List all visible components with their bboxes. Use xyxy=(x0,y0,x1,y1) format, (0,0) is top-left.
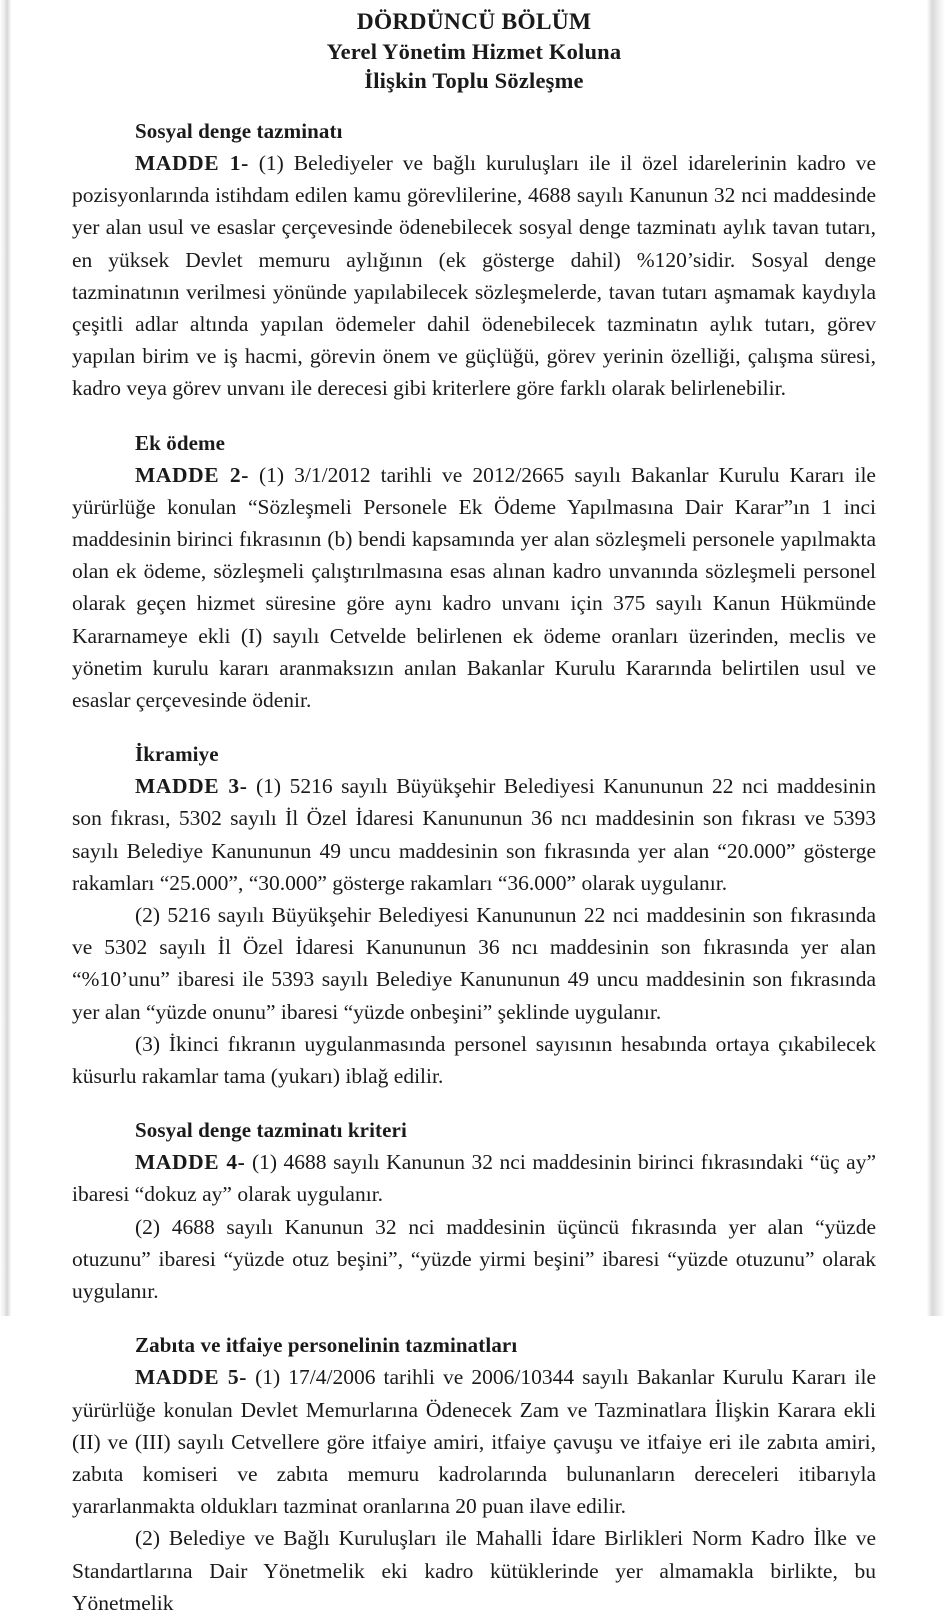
article-title: Zabıta ve itfaiye personelinin tazminatları xyxy=(135,1333,518,1358)
paragraph-text: (3) İkinci fıkranın uygulanmasında personel sayısının hesabında ortaya çıkabilecek küsurlu rakamlar tama (yukarı) iblağ edilir. xyxy=(72,1031,876,1089)
chapter-heading-line-1: DÖRDÜNCÜ BÖLÜM xyxy=(356,9,592,35)
madde-label: MADDE 2- xyxy=(135,462,249,487)
text-column xyxy=(72,0,876,1619)
article-title: Sosyal denge tazminatı kriteri xyxy=(135,1118,407,1143)
article-section xyxy=(72,738,876,1092)
paragraph-text: (1) Belediyeler ve bağlı kuruluşları ile il özel idarelerinin kadro ve pozisyonlarında istihdam edilen kamu görevlilerine, 4688 sayılı Kanunun 32 nci maddesinde yer alan usul ve esaslar çerçevesinde ödenebilecek sosyal denge tazminatı aylık tavan tutarı, en yüksek Devlet memuru aylığının (ek gösterge dahil) %120’sidir. Sosyal denge tazminatının verilmesi yönünde yapılabilecek sözleşmelerde, tavan tutarı aşmamak kaydıyla çeşitli adlar altında yapılan ödemeler dahil ödenebilecek tazminatın aylık tutarı, görev yapılan birim ve iş hacmi, görevin önem ve güçlüğü, görev yerinin özelliği, çalışma süresi, kadro veya görev unvanı ile derecesi gibi kriterlere göre farklı olarak belirlenebilir. xyxy=(72,151,876,401)
article-paragraph xyxy=(72,1028,876,1092)
madde-label: MADDE 1- xyxy=(135,151,249,175)
article-paragraph xyxy=(72,770,876,899)
chapter-heading-line-2: Yerel Yönetim Hizmet Koluna xyxy=(326,39,622,64)
article-paragraph xyxy=(72,899,876,1028)
articles-container xyxy=(72,115,876,1619)
article-paragraph xyxy=(72,147,876,405)
article-paragraph xyxy=(72,459,876,717)
article-title: İkramiye xyxy=(135,742,219,767)
scan-edge-right xyxy=(927,0,945,1316)
article-section xyxy=(72,427,876,717)
madde-label: MADDE 4- xyxy=(135,1150,246,1175)
paragraph-text: (1) 5216 sayılı Büyükşehir Belediyesi Kanununun 22 nci maddesinin son fıkrası, 5302 sayılı İl Özel İdaresi Kanununun 36 ncı maddesinin son fıkrası ve 5393 sayılı Belediye Kanununun 49 uncu maddesinin son fıkrasında yer alan “20.000” gösterge rakamları “25.000”, “30.000” gösterge rakamları “36.000” olarak uygulanır. xyxy=(72,774,876,895)
paragraph-text: (2) Belediye ve Bağlı Kuruluşları ile Mahalli İdare Birlikleri Norm Kadro İlke ve Standartlarına Dair Yönetmelik eki kadro kütüklerinde yer almamakla birlikte, bu Yönetmelik xyxy=(72,1526,876,1615)
paragraph-text: (1) 4688 sayılı Kanunun 32 nci maddesinin birinci fıkrasındaki “üç ay” ibaresi “dokuz ay” olarak uygulanır. xyxy=(72,1150,876,1207)
article-section xyxy=(72,115,876,405)
paragraph-text: (2) 5216 sayılı Büyükşehir Belediyesi Kanununun 22 nci maddesinin son fıkrasında ve 5302 sayılı İl Özel İdaresi Kanununun 36 ncı maddesinin son fıkrasında yer alan “%10’unu” ibaresi ile 5393 sayılı Belediye Kanununun 49 uncu maddesinin son fıkrasında yer alan “yüzde onunu” ibaresi “yüzde onbeşini” şeklinde uygulanır. xyxy=(72,903,876,1024)
article-paragraph xyxy=(72,1146,876,1210)
madde-label: MADDE 3- xyxy=(135,774,248,799)
chapter-heading-line-3: İlişkin Toplu Sözleşme xyxy=(364,68,584,93)
paragraph-text: (2) 4688 sayılı Kanunun 32 nci maddesinin üçüncü fıkrasında yer alan “yüzde otuzunu” ibaresi “yüzde otuz beşini”, “yüzde yirmi beşini” ibaresi “yüzde otuzunu” olarak uygulanır. xyxy=(72,1214,876,1304)
article-section xyxy=(72,1329,876,1619)
article-title: Ek ödeme xyxy=(135,430,226,455)
paragraph-text: (1) 3/1/2012 tarihli ve 2012/2665 sayılı Bakanlar Kurulu Kararı ile yürürlüğe konulan “Sözleşmeli Personele Ek Ödeme Yapılmasına Dair Karar”ın 1 inci maddesinin birinci fıkrasının (b) bendi kapsamında yer alan sözleşmeli personele yapılmakta olan ek ödeme, sözleşmeli çalıştırılmasına esas alınan kadro unvanında sözleşmeli personel olarak geçen hizmet süresine göre aynı kadro unvanı için 375 sayılı Kanun Hükmünde Kararnameye ekli (I) sayılı Cetvelde belirlenen ek ödeme oranları üzerinden, meclis ve yönetim kurulu kararı aranmaksızın anılan Bakanlar Kurulu Kararında belirtilen usul ve esaslar çerçevesinde ödenir. xyxy=(72,462,876,713)
chapter-heading xyxy=(72,8,876,95)
paragraph-text: (1) 17/4/2006 tarihli ve 2006/10344 sayılı Bakanlar Kurulu Kararı ile yürürlüğe konulan Devlet Memurlarına Ödenecek Zam ve Tazminatlara İlişkin Karara ekli (II) ve (III) sayılı Cetvellere göre itfaiye amiri, itfaiye çavuşu ve itfaiye eri ile zabıta amiri, zabıta komiseri ve zabıta memuru kadrolarında bulunanların dereceleri itibarıyla yararlanmakta oldukları tazminat oranlarına 20 puan ilave edilir. xyxy=(72,1365,876,1519)
madde-label: MADDE 5- xyxy=(135,1365,248,1390)
article-paragraph xyxy=(72,1211,876,1308)
article-paragraph xyxy=(72,1361,876,1522)
article-title: Sosyal denge tazminatı xyxy=(135,119,343,143)
article-paragraph xyxy=(72,1522,876,1619)
article-section xyxy=(72,1114,876,1307)
scan-edge-left xyxy=(0,0,11,1316)
